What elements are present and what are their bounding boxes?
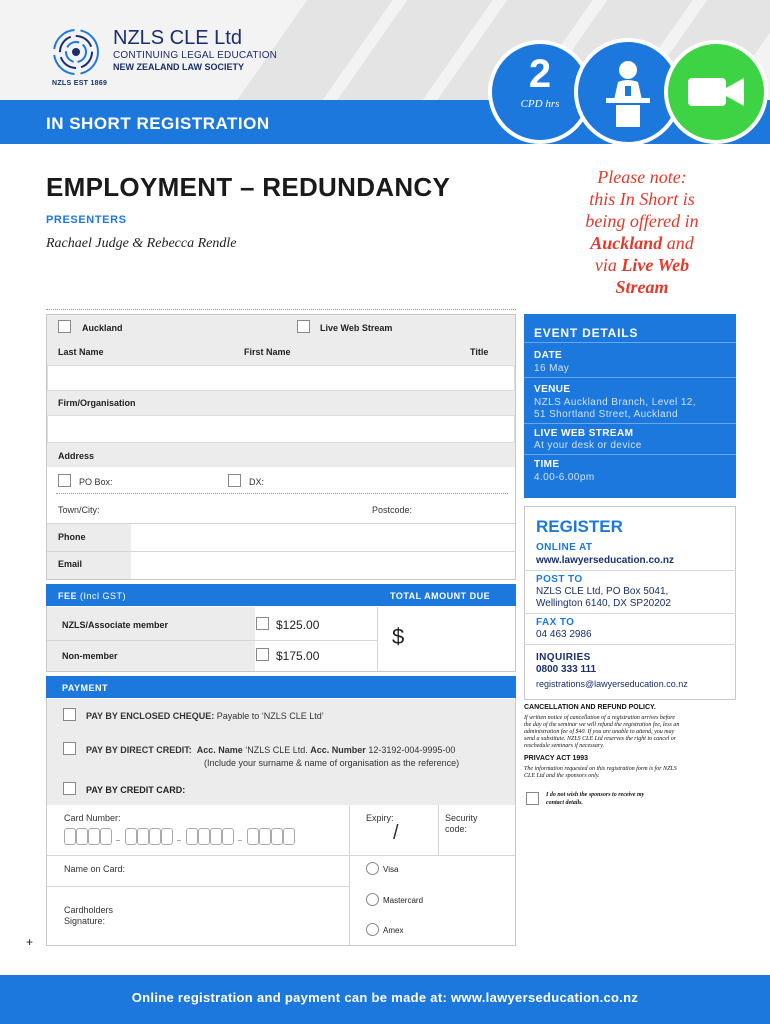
name-on-card-label: Name on Card: xyxy=(64,864,126,874)
policy-text: CANCELLATION AND REFUND POLICY. If written notice of cancellation of a registration arrives before the day of the seminar we will refund the registration fee, less an administration fee of $40. If you are unable to attend, you may send a substitute. NZLS CLE Ltd reserves the right to cancel or reschedule seminars if necessary. PRIVACY ACT 1993 The information requested on this registration form is for NZLS CLE Ltd and the sponsors only. xyxy=(524,704,736,780)
webstream-label: Live Web Stream xyxy=(320,323,393,333)
inquiries-email[interactable]: registrations@lawyerseducation.co.nz xyxy=(536,679,688,689)
event-details-title: EVENT DETAILS xyxy=(534,326,639,340)
presenters-label: PRESENTERS xyxy=(46,214,127,226)
total-amount-field[interactable]: $ xyxy=(392,624,405,649)
auckland-label: Auckland xyxy=(82,323,123,333)
member-fee-label: NZLS/Associate member xyxy=(62,620,169,630)
presenter-icon xyxy=(578,42,678,142)
date-heading: DATE xyxy=(534,350,563,361)
nonmember-fee-label: Non-member xyxy=(62,651,118,661)
credit-card-checkbox[interactable] xyxy=(63,782,76,795)
postcode-label: Postcode: xyxy=(372,505,413,515)
register-title: REGISTER xyxy=(536,517,623,536)
payment-header xyxy=(46,676,516,698)
card-number-label: Card Number: xyxy=(64,813,121,823)
signature-label-1: Cardholders xyxy=(64,905,114,915)
time-heading: TIME xyxy=(534,459,560,470)
firm-input[interactable] xyxy=(47,415,515,443)
phone-input[interactable] xyxy=(132,524,515,551)
presenter-names: Rachael Judge & Rebecca Rendle xyxy=(46,236,237,251)
member-fee-checkbox[interactable] xyxy=(256,617,269,630)
dx-checkbox[interactable] xyxy=(228,474,241,487)
inquiries-heading: INQUIRIES xyxy=(536,652,591,663)
post-heading: POST TO xyxy=(536,574,583,585)
registration-mark: + xyxy=(26,935,34,949)
firm-label: Firm/Organisation xyxy=(58,398,136,408)
address-label: Address xyxy=(58,451,95,461)
post-line-2: Wellington 6140, DX SP20202 xyxy=(536,598,671,609)
expiry-label: Expiry: xyxy=(366,813,394,823)
nzls-logo-icon xyxy=(50,28,102,76)
nonmember-fee-checkbox[interactable] xyxy=(256,648,269,661)
date-value: 16 May xyxy=(534,363,570,374)
direct-credit-note: (Include your surname & name of organisation as the reference) xyxy=(204,758,460,768)
pay-by-credit-card: PAY BY CREDIT CARD: xyxy=(86,785,186,795)
brand-name: NZLS CLE Ltd xyxy=(113,27,242,49)
last-name-label: Last Name xyxy=(58,347,104,357)
venue-line-1: NZLS Auckland Branch, Level 12, xyxy=(534,397,696,408)
course-title: EMPLOYMENT – REDUNDANCY xyxy=(46,172,451,202)
cancellation-heading: CANCELLATION AND REFUND POLICY. xyxy=(524,704,656,711)
auckland-checkbox[interactable] xyxy=(58,320,71,333)
web-stream-value: At your desk or device xyxy=(534,440,642,451)
town-label: Town/City: xyxy=(58,505,100,515)
inquiries-phone: 0800 333 111 xyxy=(536,664,597,675)
name-input[interactable] xyxy=(47,365,515,391)
fax-heading: FAX TO xyxy=(536,617,575,628)
venue-heading: VENUE xyxy=(534,384,571,395)
mastercard-radio[interactable] xyxy=(366,893,379,906)
dx-label: DX: xyxy=(249,477,265,487)
title-label: Title xyxy=(470,347,489,357)
visa-radio[interactable] xyxy=(366,862,379,875)
payment-header-label: PAYMENT xyxy=(62,683,109,693)
footer-text: Online registration and payment can be made at: www.lawyerseducation.co.nz xyxy=(131,990,639,1005)
nonmember-fee-price: $175.00 xyxy=(276,649,320,663)
member-fee-price: $125.00 xyxy=(276,618,320,632)
please-note: Please note: this In Short is being offered in Auckland and via Live Web Stream xyxy=(585,167,699,297)
first-name-label: First Name xyxy=(244,347,291,357)
webstream-checkbox[interactable] xyxy=(297,320,310,333)
direct-credit-checkbox[interactable] xyxy=(63,742,76,755)
registration-type-title: IN SHORT REGISTRATION xyxy=(46,114,270,133)
mastercard-label: Mastercard xyxy=(383,896,424,905)
phone-label: Phone xyxy=(58,532,86,542)
email-input[interactable] xyxy=(132,552,515,579)
email-label: Email xyxy=(58,559,83,569)
cheque-checkbox[interactable] xyxy=(63,708,76,721)
web-stream-heading: LIVE WEB STREAM xyxy=(534,428,634,439)
divider xyxy=(46,309,516,310)
video-camera-icon xyxy=(668,44,764,140)
fee-header-label: FEE (Incl GST) xyxy=(58,591,127,601)
cpd-hours-number: 2 xyxy=(528,52,552,96)
online-heading: ONLINE AT xyxy=(536,542,593,553)
brand-society: NEW ZEALAND LAW SOCIETY xyxy=(113,62,244,72)
visa-label: Visa xyxy=(383,865,399,874)
web-stream-badge xyxy=(664,40,768,144)
signature-label-2: Signature: xyxy=(64,916,106,926)
po-box-label: PO Box: xyxy=(79,477,113,487)
fax-number: 04 463 2986 xyxy=(536,629,592,640)
pay-by-direct-credit: PAY BY DIRECT CREDIT: Acc. Name ‘NZLS CLE Ltd. Acc. Number 12-3192-004-9995-00 xyxy=(86,745,456,755)
sponsor-optout-line-1: I do not wish the sponsors to receive my xyxy=(546,792,645,798)
established-label: NZLS EST 1869 xyxy=(52,80,108,87)
security-code-label: Security code: xyxy=(445,813,478,834)
total-amount-label: TOTAL AMOUNT DUE xyxy=(390,591,491,601)
amex-label: Amex xyxy=(383,926,404,935)
venue-line-2: 51 Shortland Street, Auckland xyxy=(534,409,678,420)
privacy-heading: PRIVACY ACT 1993 xyxy=(524,755,589,762)
brand-subtitle: CONTINUING LEGAL EDUCATION xyxy=(113,50,278,61)
sponsor-optout-checkbox[interactable] xyxy=(526,792,539,805)
post-line-1: NZLS CLE Ltd, PO Box 5041, xyxy=(536,586,669,597)
expiry-input[interactable]: / xyxy=(393,822,399,844)
po-box-checkbox[interactable] xyxy=(58,474,71,487)
cpd-hours-label: CPD hrs xyxy=(520,98,560,110)
amex-radio[interactable] xyxy=(366,923,379,936)
pay-by-cheque: PAY BY ENCLOSED CHEQUE: Payable to ‘NZLS CLE Ltd’ xyxy=(86,711,324,721)
card-number-input[interactable] xyxy=(64,828,346,848)
time-value: 4.00-6.00pm xyxy=(534,472,595,483)
sponsor-optout-line-2: contact details. xyxy=(546,800,583,806)
online-url[interactable]: www.lawyerseducation.co.nz xyxy=(536,555,674,566)
